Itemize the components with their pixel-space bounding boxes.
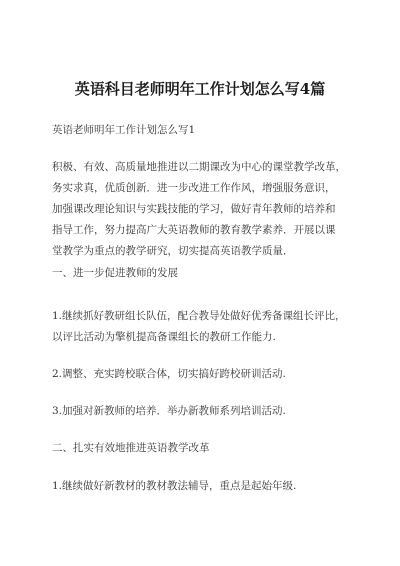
list-item-2	[52, 364, 362, 385]
list-item-line: 2.调整、充实跨校联合体，切实搞好跨校研训活动.	[52, 368, 286, 380]
intro-line: 积极、有效、高质量地推进以二期课改为中心的课堂教学改革，	[52, 161, 346, 173]
list-item-1	[52, 306, 362, 348]
plan-subtitle	[52, 120, 362, 141]
intro-line: 务实求真，优质创新．进一步改进工作作风，增强服务意识，	[52, 182, 336, 194]
list-item-line: 1.继续抓好教研组长队伍，配合教导处做好优秀备课组长评比，	[52, 310, 346, 322]
intro-paragraph	[52, 157, 362, 262]
list-item-3	[52, 401, 362, 422]
intro-line: 指导工作，努力提高广大英语教师的教育教学素养．开展以课	[52, 224, 336, 236]
section-heading-2	[52, 438, 362, 459]
document-title: 英语科目老师明年工作计划怎么写4篇	[74, 80, 326, 98]
list-item-line: 1.继续做好新教材的教材教法辅导，重点是起始年级.	[52, 480, 297, 492]
section-heading-text: 一、进一步促进教师的发展	[52, 267, 178, 279]
list-item-line: 3.加强对新教师的培养．举办新教师系列培训活动.	[52, 405, 286, 417]
section-heading-text: 二、扎实有效地推进英语教学改革	[52, 442, 210, 454]
list-item-4	[52, 476, 362, 497]
section-heading-1	[52, 263, 362, 284]
list-item-line: 以评比活动为擎机提高备课组长的教研工作能力.	[52, 331, 276, 343]
intro-line: 堂教学为重点的教学研究，切实提高英语教学质量．	[52, 245, 294, 257]
intro-line: 加强课改理论知识与实践技能的学习，做好青年教师的培养和	[52, 203, 336, 215]
plan-subtitle-text: 英语老师明年工作计划怎么写1	[52, 124, 196, 136]
